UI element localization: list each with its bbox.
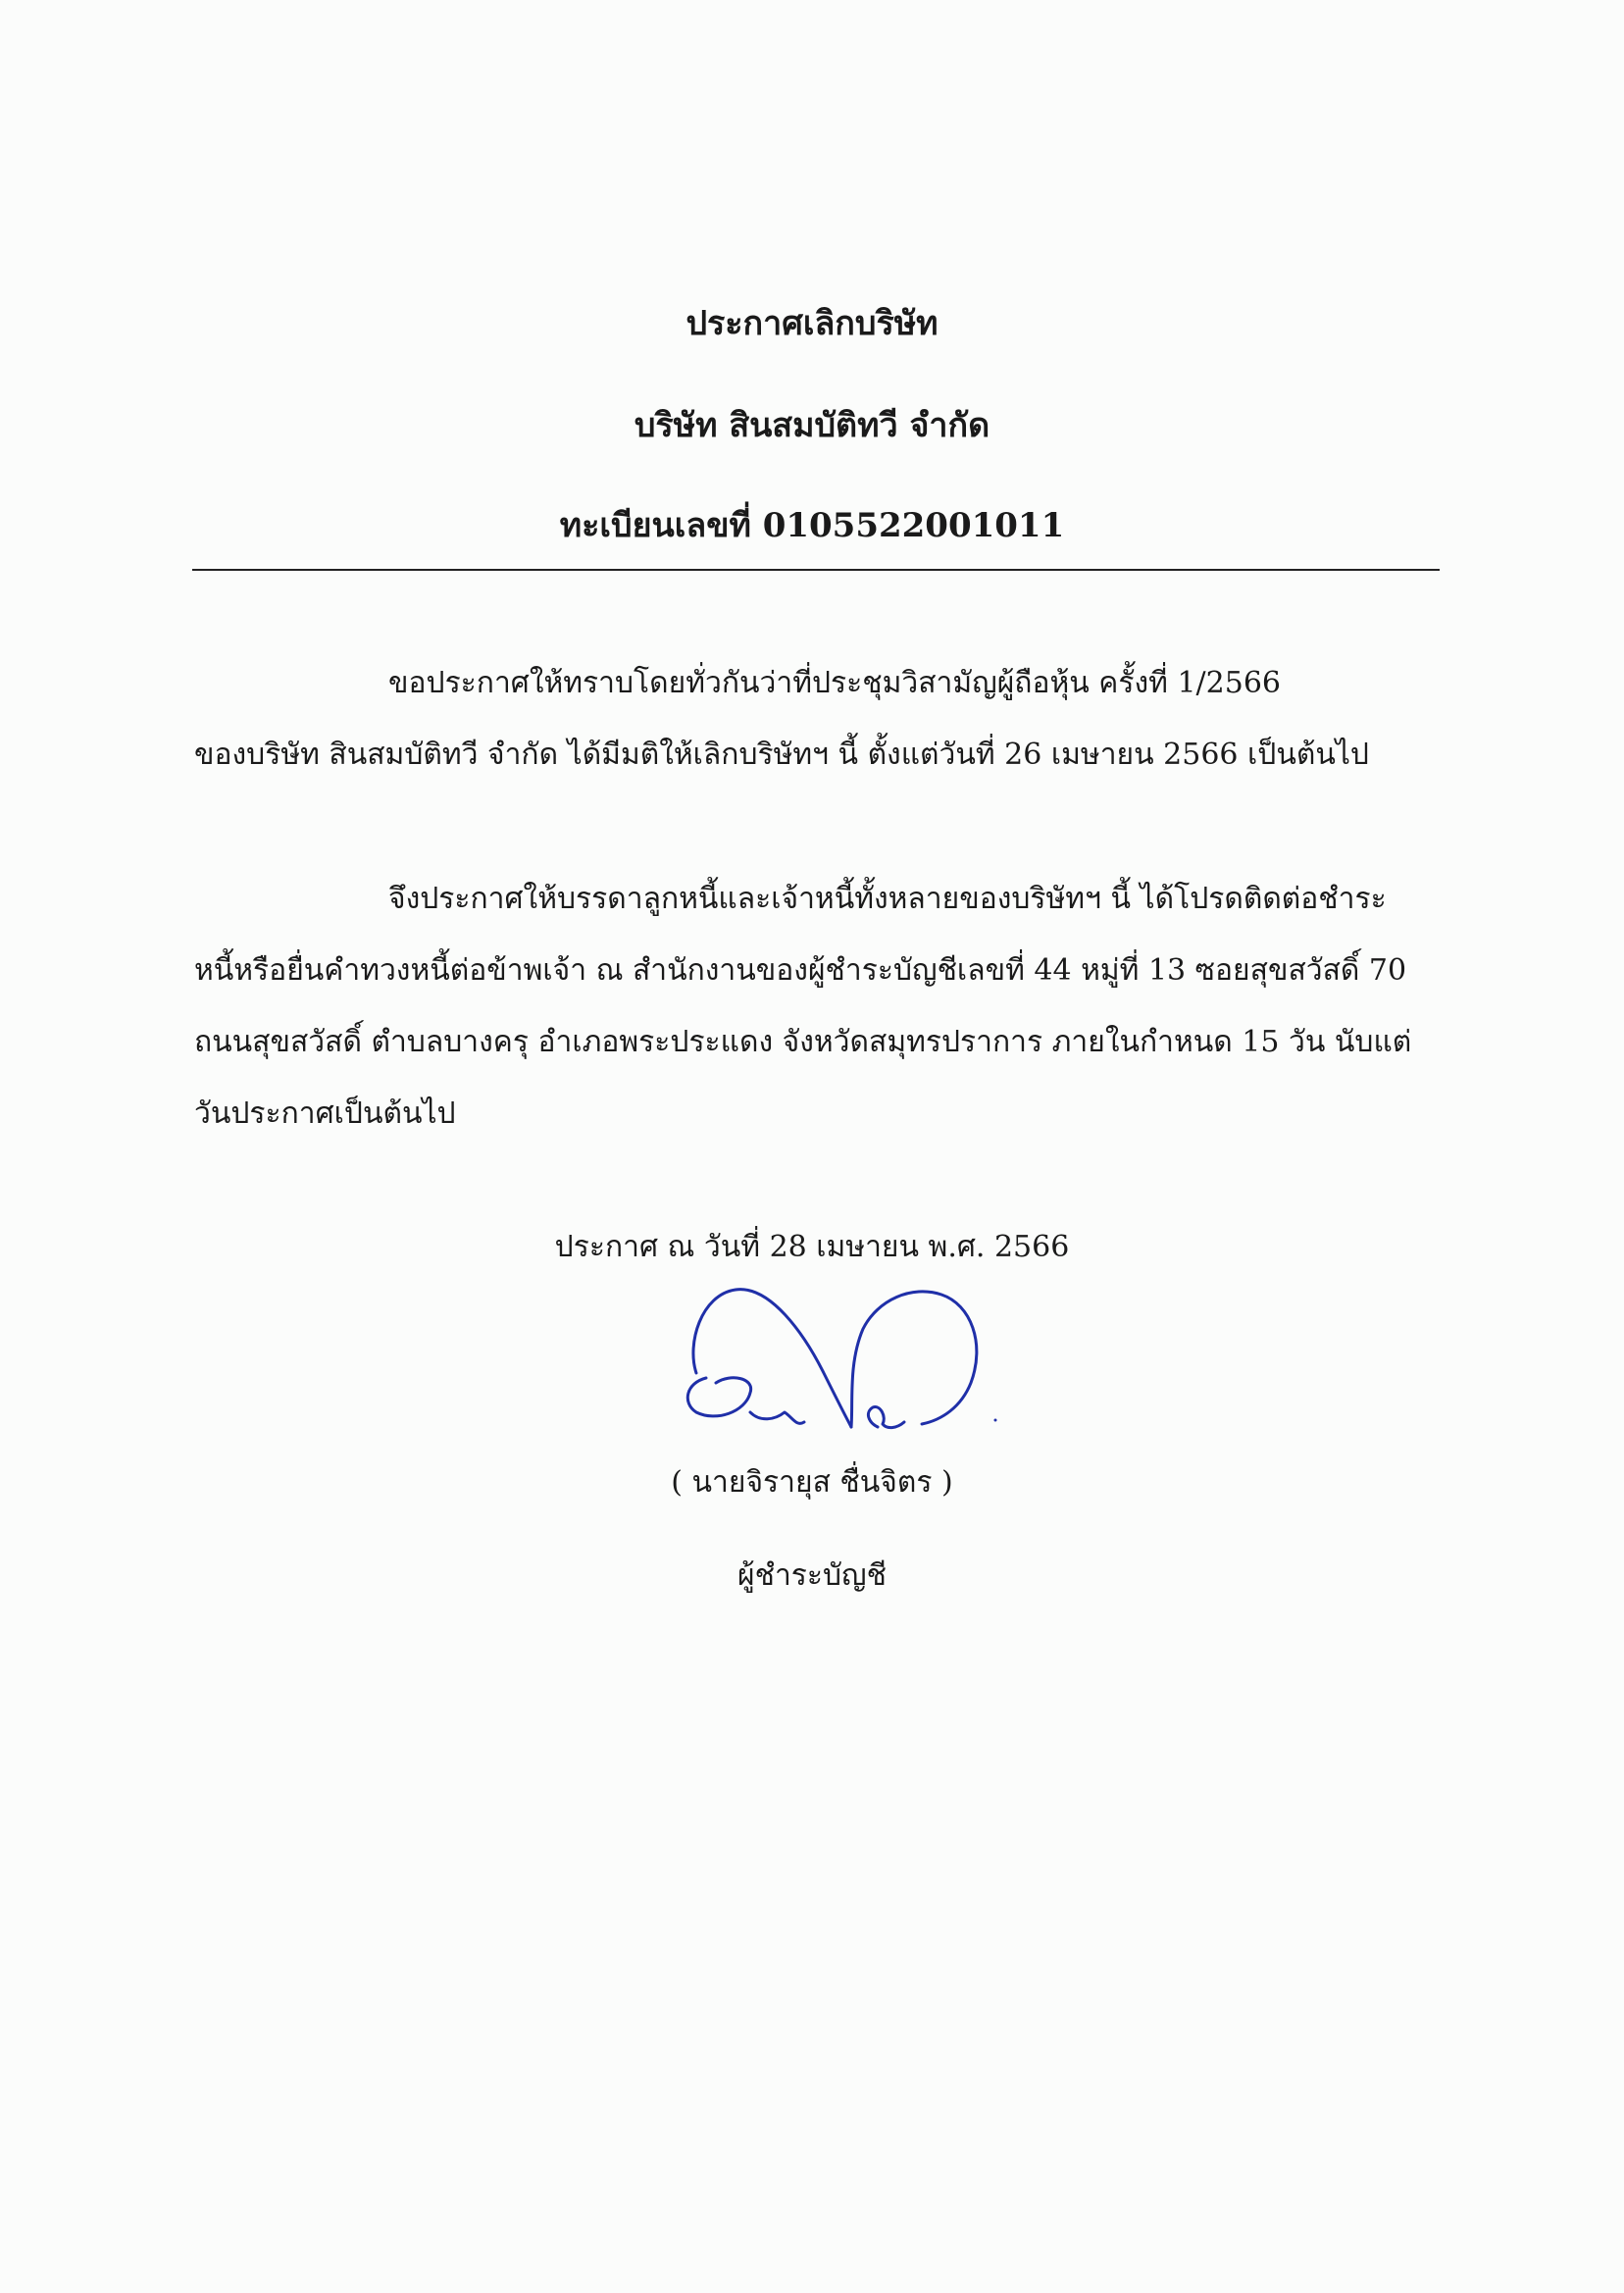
dissolution-paragraph (194, 647, 1440, 790)
paragraph-line: ของบริษัท สินสมบัติทวี จำกัด ได้มีมติให้เลิกบริษัทฯ นี้ ตั้งแต่วันที่ 26 เมษายน 2566 เป็นต้นไป (194, 738, 1369, 772)
document-title: ประกาศเลิกบริษัท (685, 304, 939, 343)
creditors-paragraph (194, 863, 1440, 1149)
signatory-role: ผู้ชำระบัญชี (737, 1558, 887, 1593)
company-name: บริษัท สินสมบัติทวี จำกัด (634, 406, 990, 445)
signatory-name: ( นายจิรายุส ชื่นจิตร ) (671, 1465, 953, 1500)
header-divider (192, 569, 1440, 571)
paragraph-line: ขอประกาศให้ทราบโดยทั่วกันว่าที่ประชุมวิสามัญผู้ถือหุ้น ครั้งที่ 1/2566 (388, 666, 1281, 700)
handwritten-signature (677, 1275, 1010, 1442)
registration-number: ทะเบียนเลขที่ 0105522001011 (559, 506, 1065, 545)
paragraph-line: วันประกาศเป็นต้นไป (194, 1096, 456, 1131)
paragraph-line: จึงประกาศให้บรรดาลูกหนี้และเจ้าหนี้ทั้งหลายของบริษัทฯ นี้ ได้โปรดติดต่อชำระ (388, 882, 1387, 916)
announcement-dateline: ประกาศ ณ วันที่ 28 เมษายน พ.ศ. 2566 (554, 1230, 1070, 1264)
paragraph-line: ถนนสุขสวัสดิ์ ตำบลบางครุ อำเภอพระประแดง จังหวัดสมุทรปราการ ภายในกำหนด 15 วัน นับแต่ (194, 1025, 1412, 1059)
paragraph-line: หนี้หรือยื่นคำทวงหนี้ต่อข้าพเจ้า ณ สำนักงานของผู้ชำระบัญชีเลขที่ 44 หมู่ที่ 13 ซอยสุขสวัสดิ์ 70 (194, 953, 1407, 988)
